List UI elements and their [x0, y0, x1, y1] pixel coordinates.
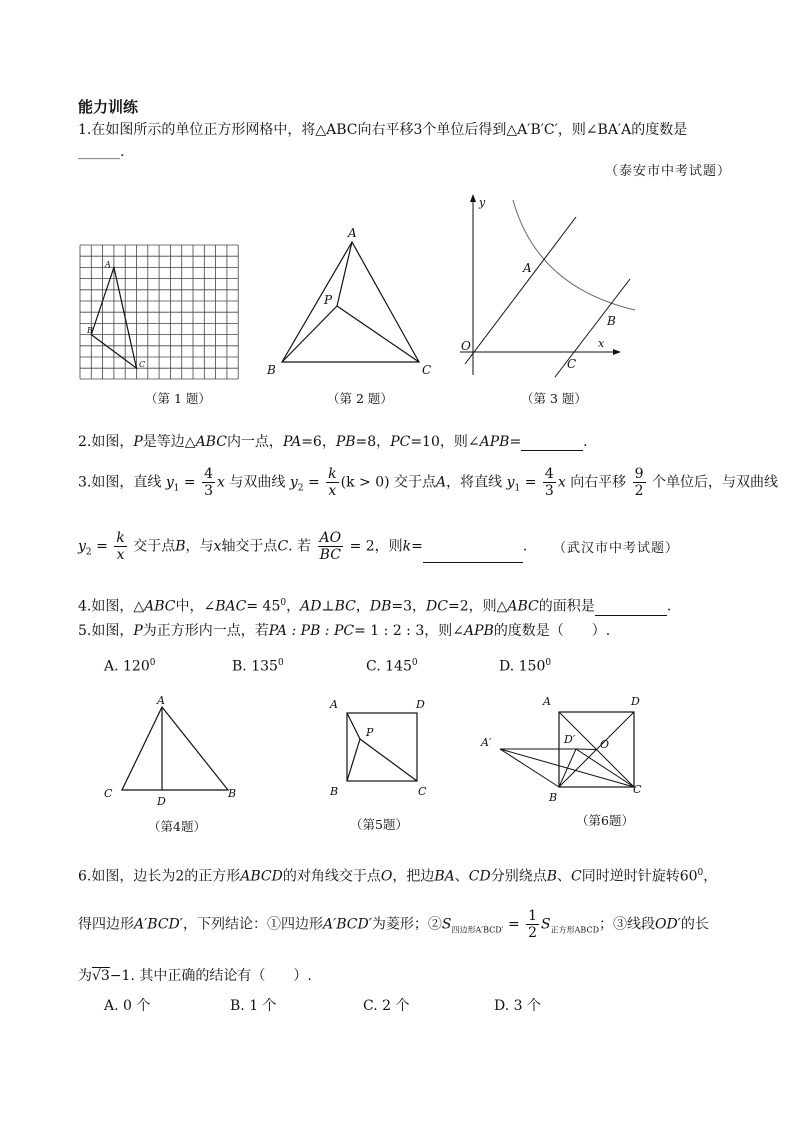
caption-fig2: （第 2 题） — [327, 391, 393, 406]
fig3-label-c: C — [567, 357, 577, 371]
fig5-label-d: D — [416, 698, 425, 711]
q6-line1: 6.如图，边长为2的正方形ABCD的对角线交于点O，把边BA、CD分别绕点B、C同时逆时针旋转$60^0$， — [78, 868, 718, 885]
q3-line2: $y_2$ = $\frac{k}{x}$ 交于点B，与x轴交于点C. 若 $\frac{AO}{BC}$ = 2，则k= . — [78, 530, 528, 563]
fig6-label-o: O — [600, 738, 610, 751]
segment-a2-b — [500, 749, 559, 787]
fig5-label-b: B — [330, 785, 339, 798]
segment-d2-c — [576, 749, 634, 787]
fig6-label-d: D — [631, 695, 640, 708]
fraction-1-2: $\frac{1}{2}$ — [528, 908, 538, 941]
figure-1 — [70, 240, 250, 385]
figure-4 — [100, 693, 245, 811]
fig2-label-a: A — [348, 226, 357, 240]
q5-option-d[interactable]: D. $150^0$ — [499, 658, 552, 675]
fig5-label-p: P — [366, 726, 374, 739]
q3-answer-blank — [423, 562, 523, 563]
q6-option-b[interactable]: B. 1 个 — [230, 998, 277, 1014]
segment-pc — [337, 306, 419, 362]
grid-lines — [80, 245, 238, 379]
figure-6 — [478, 688, 663, 808]
q6-line3: 为√3−1. 其中正确的结论有（ ）. — [78, 968, 312, 984]
fig1-label-c: C — [139, 360, 146, 369]
figure-5 — [322, 693, 434, 803]
fraction-k-x: $\frac{k}{x}$ — [328, 466, 337, 499]
fig6-label-b: B — [549, 791, 558, 804]
fig1-label-b: B — [87, 326, 93, 335]
segment-d2-b — [559, 749, 576, 787]
fig4-label-c: C — [104, 787, 113, 800]
caption-fig6: （第6题） — [576, 813, 634, 828]
fig6-label-a: A — [543, 695, 551, 708]
segment-pa — [347, 713, 360, 739]
fig2-label-b: B — [267, 363, 276, 377]
hyperbola — [513, 200, 635, 310]
q1-source: （泰安市中考试题） — [605, 164, 732, 179]
fig3-label-x: x — [598, 337, 605, 350]
x-axis-arrow — [613, 349, 621, 355]
fig3-label-y: y — [479, 196, 486, 209]
fig3-label-o: O — [461, 339, 471, 353]
fig4-label-d: D — [157, 795, 166, 808]
sqrt-3: √3 — [92, 968, 110, 984]
q6-option-a[interactable]: A. 0 个 — [104, 998, 151, 1014]
caption-fig4: （第4题） — [148, 819, 206, 834]
q4-answer-blank — [595, 615, 667, 616]
fig6-label-d-prime: D′ — [564, 733, 576, 746]
fig1-label-a: A — [105, 260, 111, 269]
y-axis-arrow — [470, 194, 476, 202]
fig4-label-a: A — [157, 694, 165, 707]
q6-option-c[interactable]: C. 2 个 — [363, 998, 410, 1014]
triangle-abc — [282, 242, 419, 362]
q2-text: 2.如图，P是等边△ABC内一点，PA=6，PB=8，PC=10，则∠APB= . — [78, 434, 588, 450]
fig6-label-a-prime: A′ — [481, 736, 492, 749]
segment-pb — [347, 739, 360, 781]
section-title: 能力训练 — [78, 98, 139, 116]
q3-source: （武汉市中考试题） — [553, 541, 680, 556]
fig5-label-a: A — [330, 698, 338, 711]
triangle-abc — [122, 707, 228, 790]
q6-line2: 得四边形A′BCD′，下列结论：①四边形A′BCD′为菱形；$②S_{四边形A'BCD'}$ = $\frac{1}{2}$ $S_{正方形ABCD}$；③线段OD′的长 — [78, 908, 709, 941]
q5-text: 5.如图，P为正方形内一点，若PA : PB : PC= 1 : 2 : 3，则∠APB的度数是（ ）. — [78, 623, 611, 639]
fig6-label-c: C — [633, 783, 642, 796]
segment-pc — [360, 739, 417, 781]
fig4-label-b: B — [228, 787, 237, 800]
q1-blank: ______. — [78, 144, 125, 160]
q5-option-a[interactable]: A. $120^0$ — [104, 658, 156, 675]
fig2-label-p: P — [324, 293, 333, 307]
q3-line1: 3.如图，直线 $y_1$ = $\frac{4}{3}$ x 与双曲线 $y_2$ = $\frac{k}{x}$ (k > 0) 交于点A，将直线 $y_1$ = $\frac{4}{3}$ x 向右平移 $\frac{9}{2}$ 个单位后，与双曲线 — [78, 466, 779, 499]
q6-option-d[interactable]: D. 3 个 — [494, 998, 541, 1014]
q1-text: 1.在如图所示的单位正方形网格中，将△ABC向右平移3个单位后得到△A′B′C′，则∠BA′A的度数是 — [78, 122, 688, 138]
q2-answer-blank — [521, 450, 583, 451]
figure-2 — [262, 222, 442, 382]
q5-option-b[interactable]: B. $135^0$ — [232, 658, 284, 675]
fig3-label-a: A — [523, 261, 532, 275]
segment-pa — [337, 242, 352, 306]
fraction-4-3: $\frac{4}{3}$ — [204, 466, 214, 499]
fig5-label-c: C — [418, 785, 427, 798]
fig2-label-c: C — [422, 363, 432, 377]
fraction-ao-bc: $\frac{AO}{BC}$ — [319, 530, 342, 563]
caption-fig3: （第 3 题） — [521, 391, 587, 406]
caption-fig5: （第5题） — [350, 817, 408, 832]
figure-3 — [455, 192, 655, 382]
q4-text: 4.如图，△ABC中，∠BAC= $45^0$，AD⊥BC，DB=3，DC=2，则△ABC的面积是 . — [78, 598, 672, 615]
line-y1 — [465, 217, 576, 364]
caption-fig1: （第 1 题） — [145, 391, 211, 406]
fig3-label-b: B — [607, 314, 616, 328]
segment-o-d2 — [576, 749, 597, 750]
q5-option-c[interactable]: C. $145^0$ — [366, 658, 418, 675]
fraction-9-2: $\frac{9}{2}$ — [634, 466, 644, 499]
